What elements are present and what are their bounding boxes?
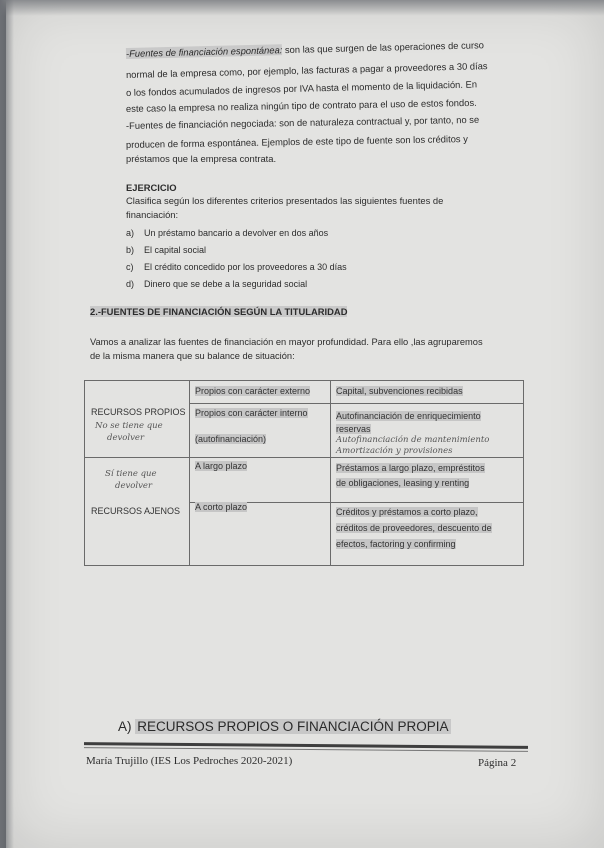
table-divider [330, 381, 331, 565]
exercise-item: c) El crédito concedido por los proveedores a 30 días [126, 262, 347, 272]
section-intro: de la misma manera que su balance de situación: [90, 351, 295, 361]
corto-plazo: A corto plazo [195, 502, 248, 512]
autofin-cell: Autofinanciación de enriquecimiento [336, 411, 481, 421]
footer-author: María Trujillo (IES Los Pedroches 2020-2021) [86, 755, 293, 767]
paragraph-line: o los fondos acumulados de ingresos por IVA hasta el momento de la liquidación. En [125, 78, 478, 98]
page-shadow-top [0, 0, 604, 16]
handwritten-note: Amortización y provisiones [336, 446, 453, 456]
paragraph-line: préstamos que la empresa contrata. [126, 153, 277, 164]
exercise-intro: Clasifica según los diferentes criterios presentados las siguientes fuentes de [126, 195, 444, 206]
exercise-title: EJERCICIO [126, 182, 177, 193]
section-title: 2.-FUENTES DE FINANCIACIÓN SEGÚN LA TITULARIDAD [90, 306, 348, 317]
table-divider [85, 457, 523, 458]
table-divider [189, 381, 190, 565]
paragraph-line: producen de forma espontánea. Ejemplos de este tipo de fuente son los créditos y [125, 133, 468, 150]
term-espontanea: -Fuentes de financiación espontánea: [125, 44, 283, 59]
recursos-ajenos-label: RECURSOS AJENOS [91, 506, 181, 516]
exercise-item: d) Dinero que se debe a la seguridad social [126, 279, 308, 289]
largo-plazo: A largo plazo [195, 461, 248, 471]
financing-table [84, 380, 524, 566]
autofinanciacion: (autofinanciación) [195, 434, 267, 444]
paragraph-line: este caso la empresa no realiza ningún tipo de contrato para el uso de estos fondos. [125, 96, 477, 114]
exercise-intro: financiación: [126, 209, 179, 220]
corto-plazo-detail: Créditos y préstamos a corto plazo, [336, 507, 478, 517]
page-number: Página 2 [478, 757, 517, 769]
capital-cell: Capital, subvenciones recibidas [336, 386, 463, 396]
handwritten-note: devolver [115, 481, 153, 491]
paragraph-line: -Fuentes de financiación espontánea: son las que surgen de las operaciones de curso [125, 39, 485, 59]
propios-externo: Propios con carácter externo [195, 386, 311, 396]
paragraph-line: -Fuentes de financiación negociada: son de naturaleza contractual y, por tanto, no se [125, 113, 480, 131]
paragraph-line: normal de la empresa como, por ejemplo, las facturas a pagar a proveedores a 30 días [125, 60, 488, 80]
largo-plazo-detail: Préstamos a largo plazo, empréstitos [336, 463, 485, 473]
handwritten-note: devolver [107, 433, 145, 443]
page-shadow-left [0, 0, 14, 848]
exercise-item: a) Un préstamo bancario a devolver en dos años [126, 228, 329, 238]
propios-interno: Propios con carácter interno [195, 408, 308, 418]
section-intro: Vamos a analizar las fuentes de financiación en mayor profundidad. Para ello ,las agruparemos [90, 337, 483, 347]
subsection-heading: A) RECURSOS PROPIOS O FINANCIACIÓN PROPIA [118, 719, 449, 734]
table-divider [189, 403, 523, 404]
exercise-item: b) El capital social [126, 245, 207, 255]
handwritten-note: Autofinanciación de mantenimiento [336, 435, 490, 445]
corto-plazo-detail: créditos de proveedores, descuento de [336, 523, 492, 533]
reservas-cell: reservas [336, 424, 371, 434]
handwritten-note: Sí tiene que [105, 469, 157, 479]
handwritten-note: No se tiene que [95, 421, 163, 431]
largo-plazo-detail: de obligaciones, leasing y renting [336, 478, 470, 488]
recursos-propios-label: RECURSOS PROPIOS [91, 407, 186, 417]
corto-plazo-detail: efectos, factoring y confirming [336, 539, 456, 549]
